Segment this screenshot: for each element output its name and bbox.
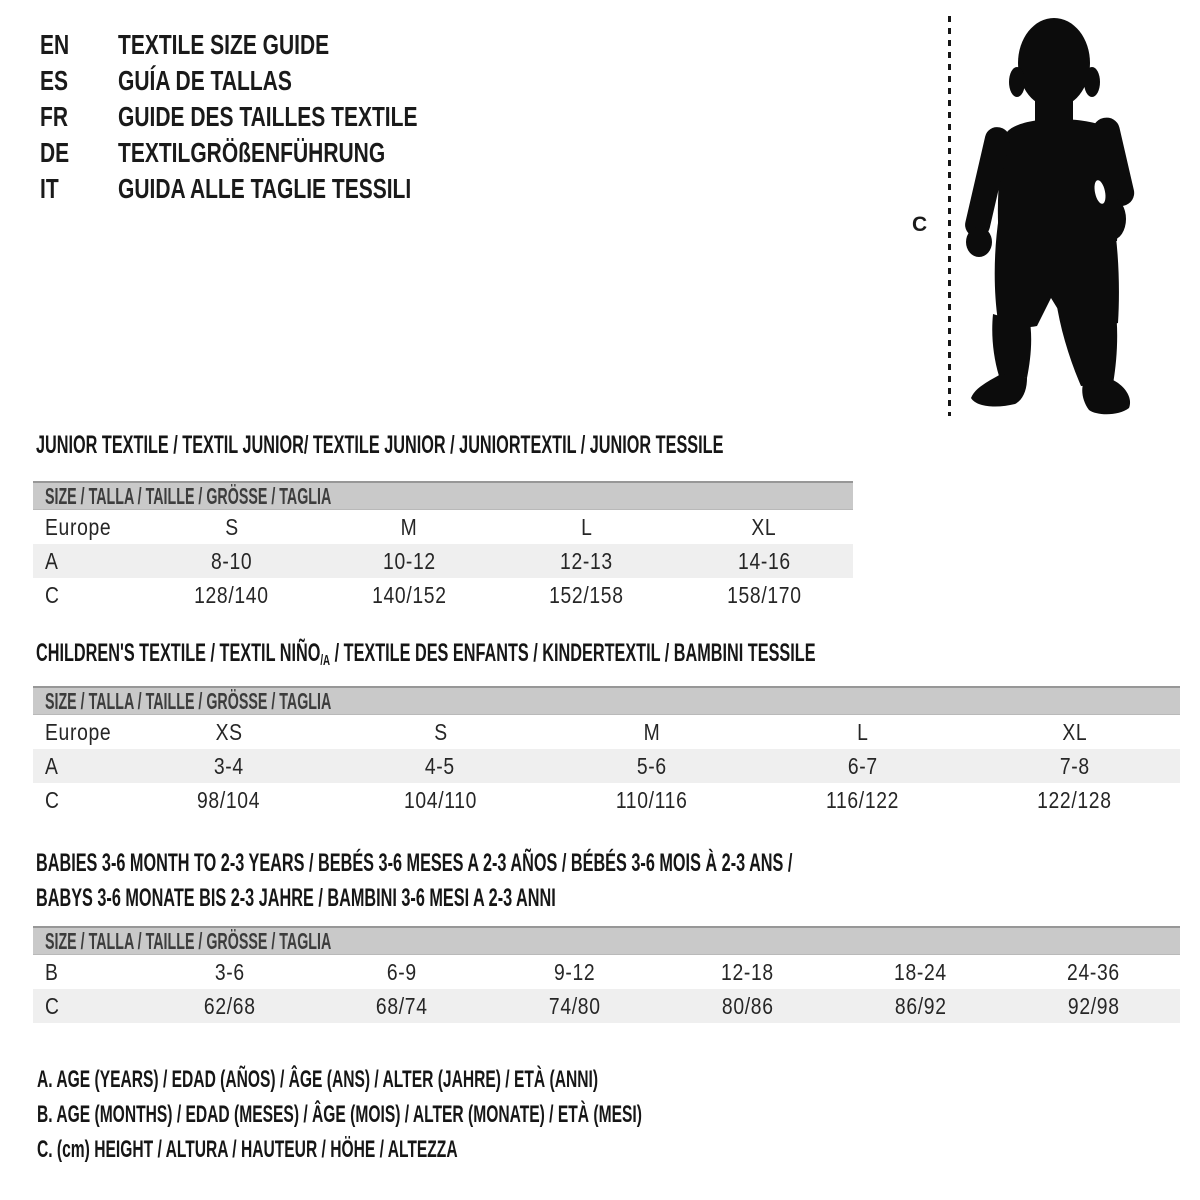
table-row: [33, 783, 1180, 817]
toddler-silhouette-icon: [963, 16, 1138, 418]
size-cell: XL: [1061, 719, 1087, 745]
size-cell: 92/98: [1067, 993, 1120, 1019]
language-code: DE: [40, 137, 70, 168]
size-cell: XL: [751, 514, 777, 540]
size-header-label: SIZE / TALLA / TAILLE / GRÖSSE / TAGLIA: [45, 483, 332, 509]
children-size-table: [33, 686, 1180, 817]
table-row: [33, 578, 853, 612]
language-code: ES: [40, 65, 69, 96]
language-title: GUIDA ALLE TAGLIE TESSILI: [118, 173, 412, 204]
size-cell: S: [433, 719, 448, 745]
size-cell: 14-16: [737, 548, 791, 574]
size-cell: 140/152: [371, 582, 447, 608]
size-cell: 5-6: [636, 753, 667, 779]
size-cell: XS: [216, 719, 244, 745]
language-code: IT: [40, 173, 59, 204]
row-label-cell: Europe: [45, 719, 112, 745]
language-code: FR: [40, 101, 68, 132]
size-header-label: SIZE / TALLA / TAILLE / GRÖSSE / TAGLIA: [45, 928, 332, 954]
size-cell: 104/110: [403, 787, 477, 813]
table-header-bar: [33, 481, 853, 510]
size-cell: 116/122: [826, 787, 900, 813]
size-cell: 12-18: [721, 959, 775, 985]
size-cell: L: [581, 514, 593, 540]
size-cell: 74/80: [549, 993, 601, 1019]
nino-a-subscript: /A: [320, 652, 331, 669]
size-cell: 152/158: [549, 582, 625, 608]
size-cell: 18-24: [894, 959, 948, 985]
size-cell: 12-13: [560, 548, 614, 574]
size-header-label: SIZE / TALLA / TAILLE / GRÖSSE / TAGLIA: [45, 688, 332, 714]
size-cell: 80/86: [722, 993, 774, 1019]
size-cell: 7-8: [1059, 753, 1090, 779]
size-cell: 10-12: [382, 548, 436, 574]
size-cell: 62/68: [203, 993, 256, 1019]
height-dashed-line: [948, 16, 951, 416]
size-cell: 128/140: [194, 582, 270, 608]
table-header-bar: [33, 686, 1180, 715]
junior-size-table: [33, 481, 853, 612]
row-label-cell: A: [45, 548, 59, 574]
language-row: [40, 27, 517, 63]
size-cell: 158/170: [726, 582, 802, 608]
table-row: [33, 544, 853, 578]
table-row: [33, 715, 1180, 749]
language-title: TEXTILGRÖßENFÜHRUNG: [118, 137, 386, 168]
language-list: [40, 27, 517, 207]
size-cell: 3-4: [213, 753, 244, 779]
size-cell: 122/128: [1037, 787, 1112, 813]
language-code: EN: [40, 29, 70, 60]
size-cell: 86/92: [894, 993, 947, 1019]
measurement-legend: [37, 1062, 968, 1167]
legend-line-b: B. AGE (MONTHS) / EDAD (MESES) / ÂGE (MOIS) / ALTER (MONATE) / ETÀ (MESI): [37, 1101, 642, 1128]
size-cell: 68/74: [376, 993, 429, 1019]
size-cell: 98/104: [197, 787, 261, 813]
row-label-cell: B: [45, 959, 59, 985]
babies-size-table: [33, 926, 1180, 1023]
row-label-cell: A: [45, 753, 59, 779]
language-row: [40, 99, 517, 135]
row-label-cell: Europe: [45, 514, 112, 540]
language-title: TEXTILE SIZE GUIDE: [118, 29, 330, 60]
size-cell: 8-10: [211, 548, 253, 574]
row-label-cell: C: [45, 787, 60, 813]
language-title: GUÍA DE TALLAS: [118, 65, 292, 96]
size-cell: 6-7: [847, 753, 878, 779]
language-title: GUIDE DES TAILLES TEXTILE: [118, 101, 418, 132]
table-row: [33, 510, 853, 544]
size-cell: 24-36: [1067, 959, 1120, 985]
size-cell: 6-9: [387, 959, 418, 985]
size-cell: L: [857, 719, 869, 745]
size-cell: M: [400, 514, 418, 540]
babies-section-title: BABIES 3-6 MONTH TO 2-3 YEARS / BEBÉS 3-6 MESES A 2-3 AÑOS / BÉBÉS 3-6 MOIS À 2-3 ANS / BABYS 3-6 MONATE BIS 2-3 JAHRE / BAMBINI 3-6 MESI A 2-3 ANNI: [36, 849, 793, 912]
children-section-title: CHILDREN'S TEXTILE / TEXTIL NIÑO/A / TEXTILE DES ENFANTS / KINDERTEXTIL / BAMBINI TESSILE: [36, 639, 816, 669]
language-row: [40, 171, 517, 207]
junior-section-title: JUNIOR TEXTILE / TEXTIL JUNIOR/ TEXTILE JUNIOR / JUNIORTEXTIL / JUNIOR TESSILE: [36, 431, 724, 459]
size-cell: 3-6: [214, 959, 245, 985]
size-cell: 4-5: [425, 753, 456, 779]
legend-line-c: C. (cm) HEIGHT / ALTURA / HAUTEUR / HÖHE / ALTEZZA: [37, 1136, 458, 1163]
size-cell: M: [643, 719, 661, 745]
height-measure-label: C: [912, 213, 928, 236]
size-cell: S: [224, 514, 239, 540]
language-row: [40, 63, 517, 99]
language-row: [40, 135, 517, 171]
table-row: [33, 989, 1180, 1023]
table-header-bar: [33, 926, 1180, 955]
table-row: [33, 749, 1180, 783]
row-label-cell: C: [45, 993, 60, 1019]
row-label-cell: C: [45, 582, 60, 608]
table-row: [33, 955, 1180, 989]
size-cell: 110/116: [615, 787, 688, 813]
legend-line-a: A. AGE (YEARS) / EDAD (AÑOS) / ÂGE (ANS) / ALTER (JAHRE) / ETÀ (ANNI): [37, 1066, 599, 1093]
size-cell: 9-12: [554, 959, 596, 985]
